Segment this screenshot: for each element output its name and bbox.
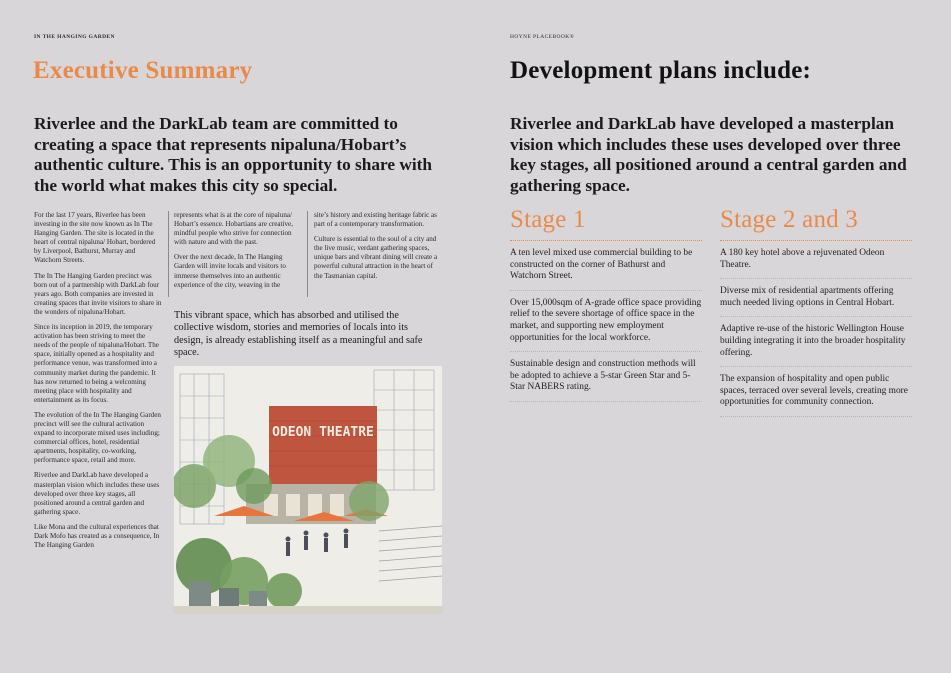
stage-item: A ten level mixed use commercial building to be constructed on the corner of Bathurst and Watchorn Street. (510, 241, 702, 291)
body-paragraph: represents what is at the core of nipaluna/ Hobart’s essence. Hobartians are creative, mindful people who strive for connection with nature and with the past. (174, 211, 293, 247)
body-paragraph: For the last 17 years, Riverlee has been investing in the site now known as In The Hanging Garden. The site is located in the heart of central nipaluna/ Hobart, bordered by Liverpool, Bathurst, Murray and Watchorn Streets. (34, 211, 156, 265)
stage-list (510, 241, 702, 402)
executive-summary-lead: Riverlee and the DarkLab team are committed to creating a space that represents nipaluna/Hobart’s authentic culture. This is an opportunity to share with the world what makes this city so special. (34, 114, 433, 195)
body-paragraph: site’s history and existing heritage fabric as part of a contemporary transformation. (314, 211, 437, 229)
stage-item: Sustainable design and construction methods will be adopted to achieve a 5-star Green Star and 5-Star NABERS rating. (510, 352, 702, 402)
stage-item: Adaptive re-use of the historic Wellington House building integrating it into the broader hospitality offering. (720, 317, 912, 367)
body-column-3 (314, 211, 442, 287)
body-paragraph: The In The Hanging Garden precinct was born out of a partnership with DarkLab four years ago. Both companies are invested in creating spaces that invite visitors to share in the wonders of nipaluna/Hobart. (34, 271, 162, 316)
stage-list (720, 241, 912, 417)
body-paragraph: Since its inception in 2019, the temporary activation has been striving to meet the needs of the people of nipaluna/Hobart. The space, initially opened as a hospitality and performance venue, was transformed into a community market during the pandemic. It has now returned to being a welcoming meeting place with hospitality and entertainment as its focus. (34, 323, 159, 404)
right-page (476, 0, 951, 673)
illustration-drawing (174, 366, 442, 614)
column-divider (307, 211, 308, 297)
stage-item: A 180 key hotel above a rejuvenated Odeon Theatre. (720, 241, 912, 279)
body-paragraph: Culture is essential to the soul of a city and the live music, verdant gathering spaces, unique bars and vibrant dining will create a powerful cultural attraction in the heart of the Tasmanian capital. (314, 235, 438, 280)
body-column-2 (174, 211, 302, 296)
stage-1-section (510, 206, 702, 402)
stage-item: The expansion of hospitality and open public spaces, terraced over several levels, creating more opportunities for community connection. (720, 367, 912, 417)
body-paragraph: Over the next decade, In The Hanging Garden will invite locals and visitors to immerse themselves into an authentic experience of the city, weaving in the (174, 253, 286, 289)
executive-summary-title: Executive Summary (33, 57, 253, 84)
stage-heading: Stage 1 (510, 206, 702, 241)
running-head-right: HOYNE PLACEBOOK® (510, 34, 575, 40)
column-divider (168, 211, 169, 297)
body-paragraph: The evolution of the In The Hanging Garden precinct will see the cultural activation expand to incorporate mixed uses including; commercial offices, hotel, residential apartments, hospitality, co-working, performance space, retail and more. (34, 410, 161, 465)
body-paragraph: Riverlee and DarkLab have developed a masterplan vision which includes these uses developed over three key stages, all positioned around a central garden and gathering space. (34, 471, 160, 516)
running-head-left: IN THE HANGING GARDEN (34, 34, 115, 40)
development-plans-lead: Riverlee and DarkLab have developed a masterplan vision which includes these uses developed over three key stages, all positioned around a central garden and gathering space. (510, 114, 907, 195)
pull-quote: This vibrant space, which has absorbed and utilised the collective wisdom, stories and memories of locals into its design, is already establishing itself as a meaningful and safe space. (174, 310, 423, 359)
body-column-1 (34, 211, 162, 556)
stage-2-and-3-section (720, 206, 912, 417)
illustration-sign-text: ODEON THEATRE (272, 425, 374, 440)
development-plans-title: Development plans include: (510, 57, 812, 84)
stage-item: Diverse mix of residential apartments offering much needed living options in Central Hobart. (720, 279, 912, 317)
body-paragraph: Like Mona and the cultural experiences that Dark Mofo has created as a consequence, In The Hanging Garden (34, 522, 160, 550)
stage-item: Over 15,000sqm of A-grade office space providing relief to the severe shortage of office space in the market, and supporting new employment opportunities for the local workforce. (510, 291, 702, 352)
odeon-theatre-illustration (174, 366, 442, 614)
stage-heading: Stage 2 and 3 (720, 206, 912, 241)
left-page (0, 0, 475, 673)
